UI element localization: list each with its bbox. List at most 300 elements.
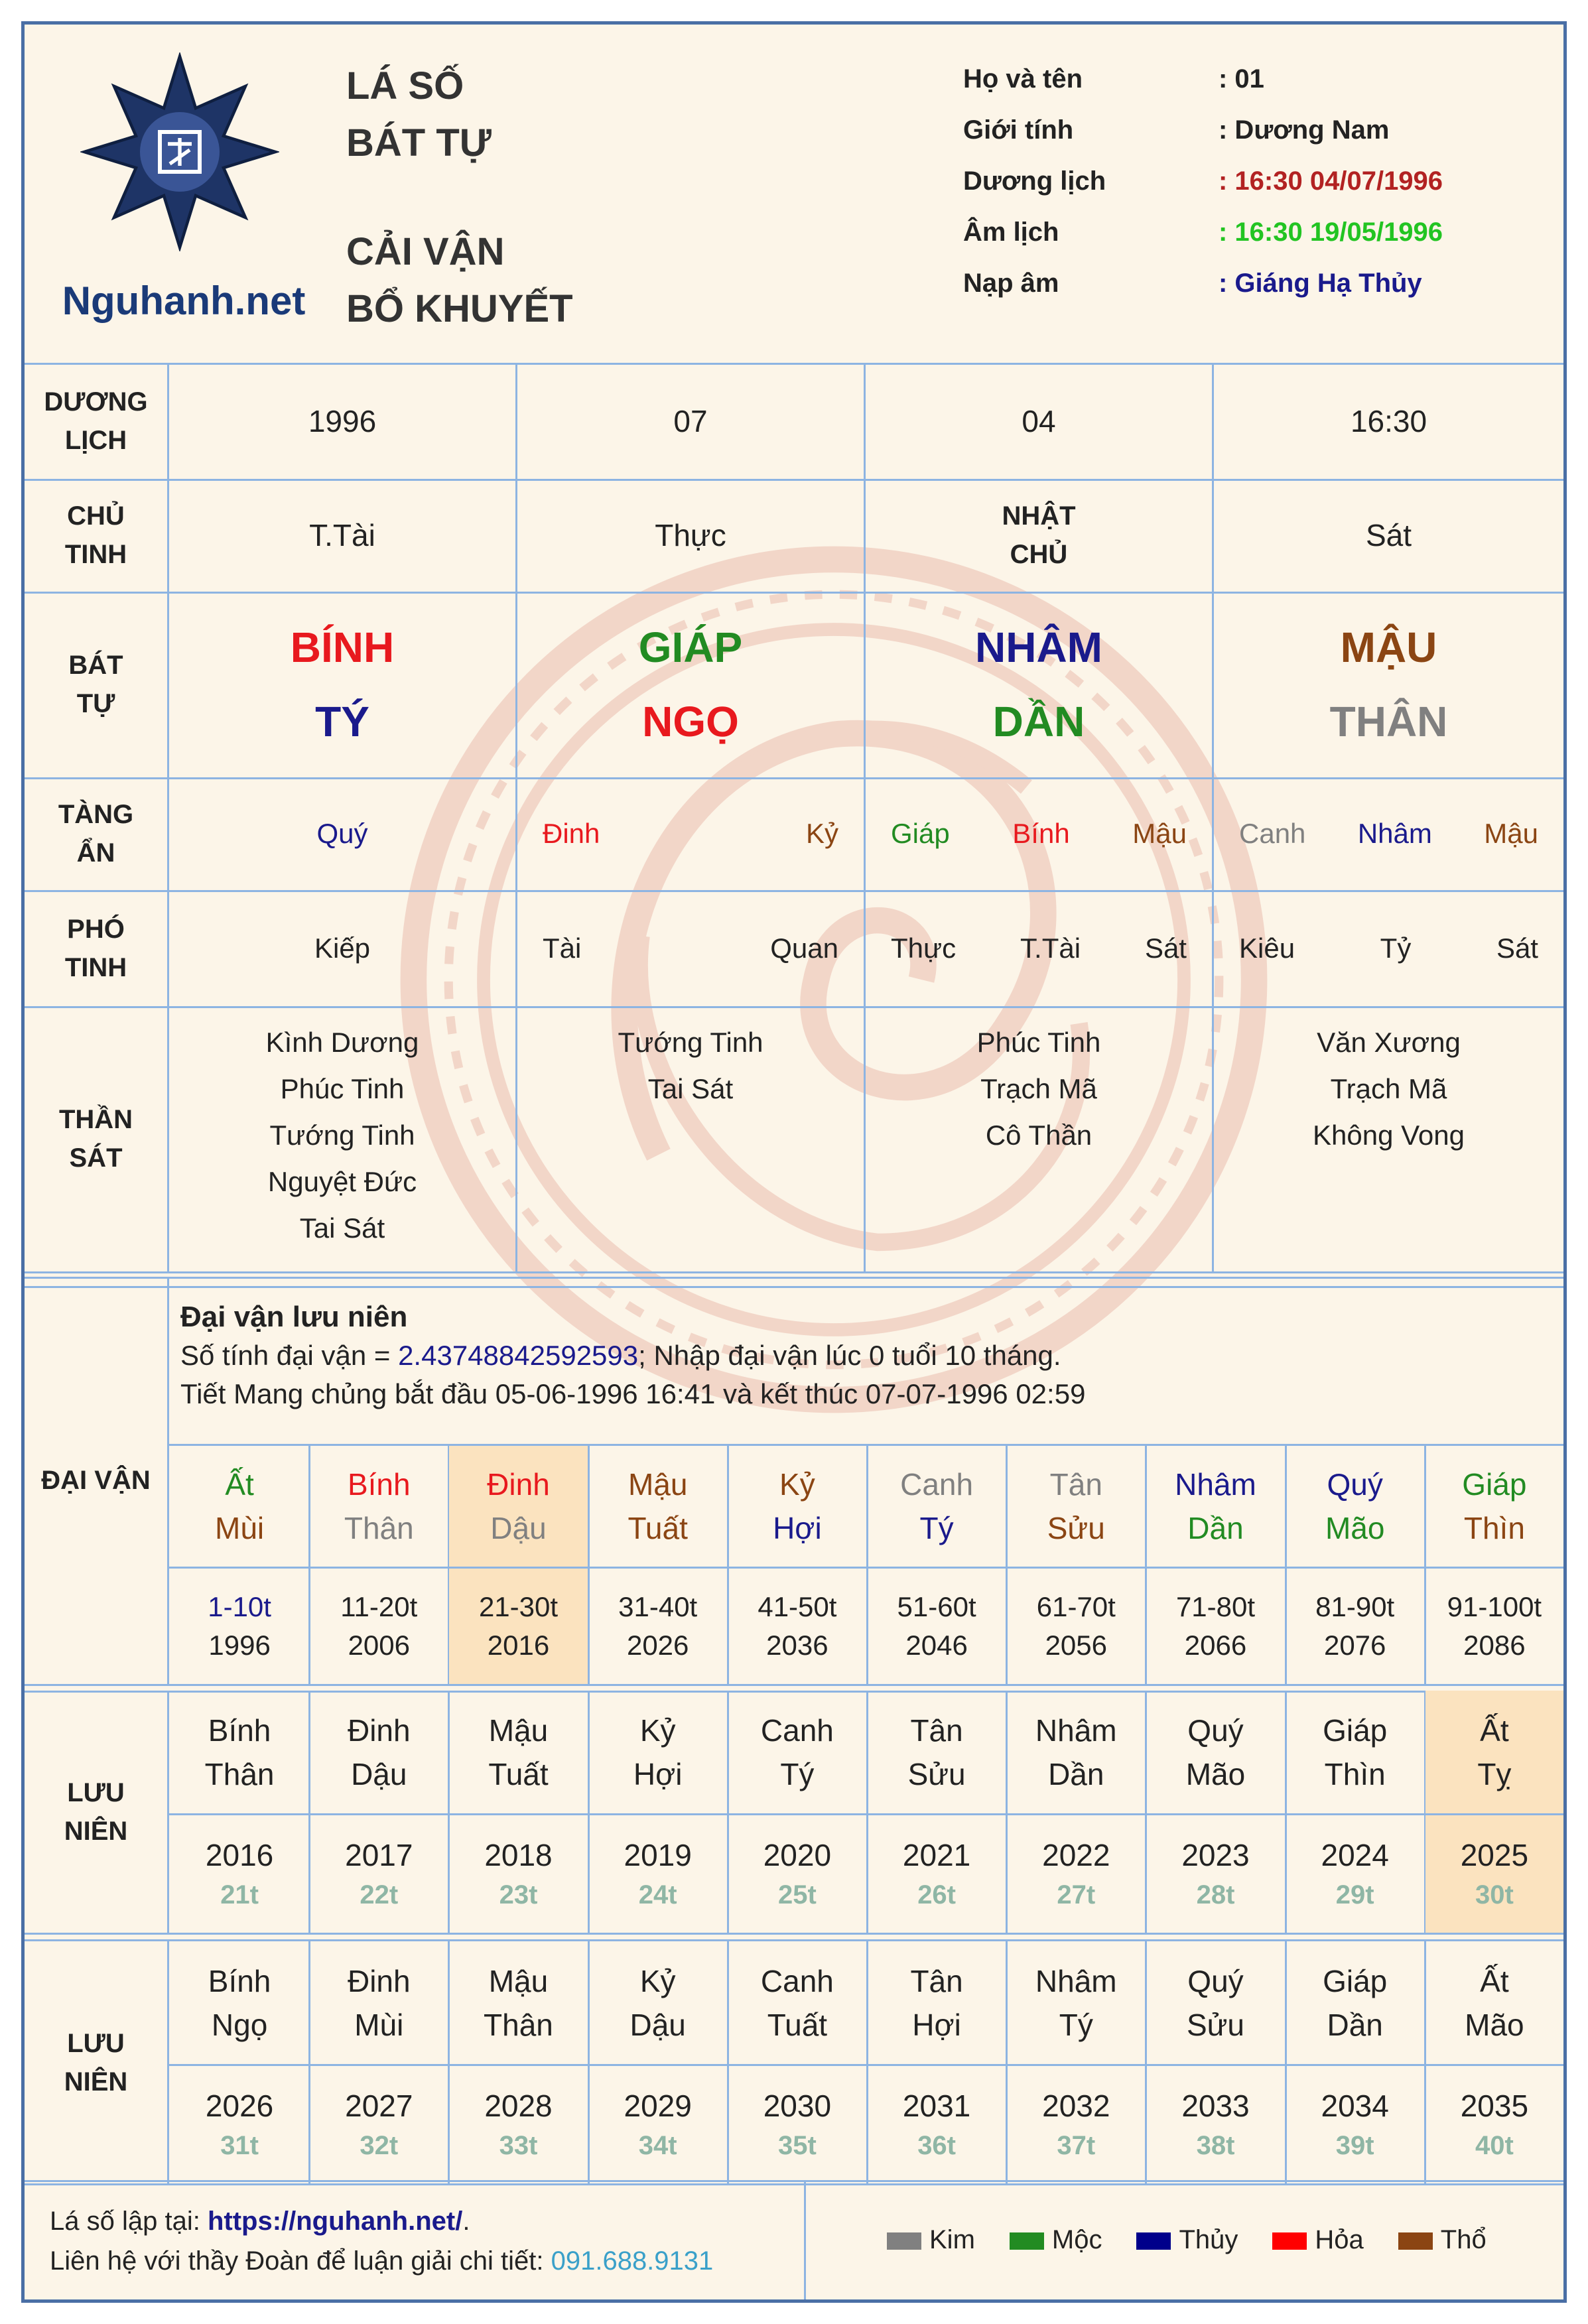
sub-star: Quan [770, 932, 838, 964]
annual-stem: Kỷ [639, 1963, 676, 1998]
spirit-star: Tai Sát [647, 1073, 734, 1104]
dai-van-year: 1996 [208, 1630, 271, 1661]
annual-branch: Thìn [1324, 1756, 1386, 1791]
info-value: : 16:30 19/05/1996 [1219, 218, 1443, 247]
sub-star: Kiếp [314, 932, 371, 964]
annual-age: 39t [1335, 2130, 1374, 2160]
row-label-bat-tu [25, 592, 167, 777]
pillar [1214, 592, 1563, 777]
annual-year-cell [1286, 2066, 1424, 2183]
earthly-branch: THÂN [1329, 698, 1448, 745]
sub-star: T.Tài [1020, 932, 1081, 964]
row-label-dai-van: ĐẠI VẬN [41, 1466, 151, 1495]
dai-van-year: 2066 [1184, 1630, 1247, 1661]
dai-van-branch: Tuất [628, 1511, 688, 1545]
sub-star: Tài [543, 932, 582, 964]
annual-stem: Mậu [488, 1963, 549, 1998]
annual-year-cell [1286, 1815, 1424, 1933]
annual-age: 36t [917, 2130, 956, 2160]
dai-van-stem: Giáp [1462, 1467, 1527, 1502]
annual-pillar[interactable] [310, 1941, 448, 2064]
spirit-star: Tướng Tinh [618, 1027, 763, 1058]
annual-pillar[interactable] [1146, 1941, 1284, 2064]
grid-line [25, 1271, 1563, 1273]
dai-van-stem: Quý [1327, 1467, 1383, 1502]
annual-pillar[interactable] [728, 1941, 866, 2064]
annual-stem: Tân [910, 1712, 963, 1748]
dai-van-stem: Canh [900, 1467, 974, 1502]
annual-year-cell [728, 2066, 866, 2183]
annual-year-cell [728, 1815, 866, 1933]
annual-year: 2022 [1042, 1837, 1110, 1872]
day-master-label: NHẬT CHỦ [1002, 501, 1076, 569]
sub-star: Tỷ [1380, 932, 1412, 964]
solar-value: 07 [673, 403, 708, 438]
grid-line [25, 1277, 1563, 1279]
annual-age: 35t [777, 2130, 817, 2160]
annual-year-cell [449, 1815, 587, 1933]
legend-label: Hỏa [1315, 2225, 1364, 2254]
hidden-stem: Mậu [1132, 818, 1187, 849]
annual-branch: Tý [780, 1756, 815, 1791]
annual-pillar[interactable] [1146, 1691, 1284, 1813]
annual-branch: Dậu [351, 1756, 407, 1791]
annual-age: 37t [1057, 2130, 1096, 2160]
dai-van-period [310, 1569, 448, 1684]
dai-van-title: Đại vận lưu niên [180, 1301, 408, 1333]
annual-stem: Canh [760, 1963, 834, 1998]
legend-swatch [1272, 2232, 1307, 2250]
annual-pillar[interactable] [1286, 1691, 1424, 1813]
sub-star: Kiêu [1239, 932, 1295, 964]
annual-year: 2019 [624, 1837, 692, 1872]
annual-age: 21t [220, 1880, 259, 1909]
annual-year: 2021 [902, 1837, 971, 1872]
dai-van-period [1007, 1569, 1145, 1684]
annual-branch: Mùi [354, 2007, 404, 2042]
annual-year: 2033 [1181, 2088, 1250, 2123]
dai-van-stem: Nhâm [1175, 1467, 1256, 1502]
pillar [169, 592, 515, 777]
dai-van-age: 81-90t [1315, 1591, 1395, 1622]
footer-dot: . [462, 2207, 470, 2236]
annual-branch: Tỵ [1477, 1756, 1512, 1791]
dai-van-stem: Kỷ [779, 1467, 815, 1502]
pillar [517, 592, 864, 777]
dai-van-branch: Thân [344, 1511, 414, 1545]
annual-pillar[interactable] [449, 1941, 587, 2064]
solar-value: 1996 [308, 403, 377, 438]
dai-van-age: 71-80t [1175, 1591, 1256, 1622]
annual-stem: Ất [1480, 1712, 1509, 1748]
dai-van-info [180, 1298, 1547, 1413]
dai-van-year: 2076 [1323, 1630, 1386, 1661]
annual-pillar[interactable] [1286, 1941, 1424, 2064]
calc-number: 2.43748842592593 [398, 1340, 639, 1371]
dai-van-calc [180, 1336, 1547, 1375]
dai-van-pillar[interactable] [868, 1446, 1006, 1567]
annual-pillar[interactable] [310, 1691, 448, 1813]
dai-van-branch: Thìn [1463, 1511, 1525, 1545]
annual-year: 2020 [763, 1837, 832, 1872]
dai-van-pillar[interactable] [310, 1446, 448, 1567]
footer-label: Lá số lập tại: [50, 2207, 208, 2236]
dai-van-branch: Mão [1325, 1511, 1385, 1545]
annual-year-cell [1425, 2066, 1563, 2183]
hidden-stems [1214, 777, 1563, 890]
annual-stem: Mậu [488, 1712, 549, 1748]
earthly-branch: TÝ [315, 698, 369, 745]
dai-van-stem: Mậu [628, 1467, 688, 1502]
hidden-stem: Đinh [543, 818, 600, 849]
annual-branch: Tý [1059, 2007, 1093, 2042]
brand-name[interactable]: Nguhanh.net [62, 279, 306, 323]
chart-sheet [21, 21, 1567, 2303]
dai-van-pillar[interactable] [728, 1446, 866, 1567]
annual-stem: Quý [1187, 1963, 1244, 1998]
dai-van-period [1286, 1569, 1424, 1684]
row-label-luu-nien-1: LƯU NIÊN [64, 1777, 128, 1846]
annual-pillar[interactable] [170, 1691, 308, 1813]
dai-van-period [589, 1569, 727, 1684]
dai-van-pillar[interactable] [1007, 1446, 1145, 1567]
annual-stem: Quý [1187, 1712, 1244, 1748]
annual-pillar[interactable] [728, 1691, 866, 1813]
spirit-stars [517, 1019, 864, 1112]
spirit-star: Trạch Mã [1330, 1073, 1447, 1104]
dai-van-year: 2016 [487, 1630, 550, 1661]
annual-age: 31t [220, 2130, 259, 2160]
legend-item-Thủy [1136, 2225, 1238, 2255]
legend-swatch [1136, 2232, 1171, 2250]
legend-swatch [1010, 2232, 1044, 2250]
annual-age: 34t [638, 2130, 677, 2160]
annual-year-cell [170, 2066, 308, 2183]
info-key: Họ và tên [963, 64, 1083, 94]
footer-divider [804, 2180, 806, 2299]
annual-year-cell [170, 1815, 308, 1933]
dai-van-branch: Sửu [1047, 1511, 1105, 1545]
annual-pillar[interactable] [589, 1691, 727, 1813]
hidden-stems [517, 777, 864, 890]
title-line-4: BỔ KHUYẾT [346, 287, 573, 330]
annual-pillar[interactable] [170, 1941, 308, 2064]
solar-term: Tiết Mang chủng bắt đầu 05-06-1996 16:41 và kết thúc 07-07-1996 02:59 [180, 1378, 1086, 1409]
row-label-text: DƯƠNG LỊCH [44, 387, 148, 455]
info-value: : Dương Nam [1219, 115, 1390, 145]
annual-year-cell [589, 2066, 727, 2183]
heavenly-stem: GIÁP [638, 623, 743, 671]
dai-van-age: 1-10t [208, 1591, 271, 1622]
sub-stars [866, 890, 1212, 1006]
annual-year-cell [1146, 1815, 1284, 1933]
sub-stars [517, 890, 864, 1006]
annual-age: 24t [638, 1880, 677, 1909]
annual-branch: Hợi [633, 1756, 683, 1791]
spirit-star: Cô Thần [985, 1120, 1092, 1151]
main-star: Thực [655, 518, 726, 552]
dai-van-year: 2036 [766, 1630, 828, 1661]
annual-age: 29t [1335, 1880, 1374, 1909]
dai-van-pillar[interactable] [449, 1446, 587, 1567]
dai-van-period [1425, 1569, 1563, 1684]
annual-stem: Bính [208, 1712, 271, 1748]
legend-item-Kim [887, 2225, 975, 2255]
site-link[interactable]: https://nguhanh.net/ [207, 2207, 463, 2236]
annual-year-cell [868, 1815, 1006, 1933]
annual-year: 2016 [205, 1837, 274, 1872]
annual-year: 2023 [1181, 1837, 1250, 1872]
dai-van-stem: Ất [225, 1467, 254, 1502]
annual-age: 27t [1057, 1880, 1096, 1909]
annual-branch: Mão [1465, 2007, 1524, 2042]
title-line-2: BÁT TỰ [346, 121, 492, 164]
spirit-star: Phúc Tinh [976, 1027, 1101, 1058]
dai-van-branch: Tý [919, 1511, 954, 1545]
annual-age: 40t [1475, 2130, 1514, 2160]
annual-stem: Tân [910, 1963, 963, 1998]
dai-van-branch: Dậu [490, 1511, 547, 1545]
annual-age: 38t [1196, 2130, 1235, 2160]
spirit-stars [1214, 1019, 1563, 1159]
annual-pillar[interactable] [1425, 1941, 1563, 2064]
annual-year: 2031 [902, 2088, 971, 2123]
info-key: Giới tính [963, 115, 1074, 145]
annual-pillar[interactable] [1007, 1941, 1145, 2064]
annual-year-cell [1007, 1815, 1145, 1933]
annual-stem: Nhâm [1035, 1963, 1117, 1998]
annual-branch: Sửu [907, 1756, 966, 1791]
legend-item-Thổ [1398, 2225, 1487, 2255]
calc-rest: ; Nhập đại vận lúc 0 tuổi 10 tháng. [638, 1340, 1061, 1371]
phone-link[interactable]: 091.688.9131 [551, 2246, 714, 2276]
dai-van-age: 11-20t [340, 1591, 418, 1622]
info-value: : Giáng Hạ Thủy [1219, 269, 1422, 298]
hidden-stem: Canh [1239, 818, 1306, 849]
annual-year: 2027 [345, 2088, 413, 2123]
sub-star: Thực [891, 932, 957, 964]
annual-stem: Giáp [1323, 1963, 1388, 1998]
annual-stem: Canh [760, 1712, 834, 1748]
main-star: T.Tài [309, 518, 375, 552]
sub-stars [1214, 890, 1563, 1006]
legend-label: Kim [929, 2225, 975, 2254]
annual-stem: Ất [1480, 1963, 1509, 1998]
annual-age: 28t [1196, 1880, 1235, 1909]
legend-label: Mộc [1051, 2225, 1102, 2254]
contact-label: Liên hệ với thầy Đoàn để luận giải chi tiết: [50, 2246, 551, 2276]
annual-year: 2029 [624, 2088, 692, 2123]
annual-branch: Ngọ [211, 2007, 268, 2042]
annual-branch: Sửu [1186, 2007, 1245, 2042]
dai-van-age: 21-30t [478, 1591, 559, 1622]
spirit-star: Tướng Tinh [269, 1120, 415, 1151]
grid-line [167, 1277, 169, 1684]
annual-age: 30t [1475, 1880, 1514, 1909]
annual-pillar[interactable] [1007, 1691, 1145, 1813]
dai-van-year: 2086 [1463, 1630, 1526, 1661]
annual-year: 2035 [1460, 2088, 1529, 2123]
row-label-text: BÁT TỰ [68, 651, 123, 718]
grid-line [25, 1684, 1563, 1686]
dai-van-pillar[interactable] [170, 1446, 308, 1567]
dai-van-period [728, 1569, 866, 1684]
dai-van-year: 2006 [348, 1630, 410, 1661]
dai-van-age: 91-100t [1447, 1591, 1542, 1622]
hidden-stem: Giáp [891, 818, 950, 849]
earthly-branch: NGỌ [642, 698, 739, 745]
dai-van-age: 61-70t [1036, 1591, 1116, 1622]
dai-van-period [868, 1569, 1006, 1684]
spirit-star: Trạch Mã [980, 1073, 1097, 1104]
annual-stem: Giáp [1323, 1712, 1388, 1748]
annual-year-cell [449, 2066, 587, 2183]
annual-pillar[interactable] [449, 1691, 587, 1813]
solar-value: 16:30 [1350, 403, 1427, 438]
dai-van-branch: Mùi [215, 1511, 265, 1545]
spirit-star: Không Vong [1313, 1120, 1465, 1151]
sub-stars [169, 890, 515, 1006]
info-value: : 01 [1219, 64, 1264, 94]
info-value: : 16:30 04/07/1996 [1219, 166, 1443, 196]
info-key: Nạp âm [963, 269, 1059, 298]
sub-star: Sát [1496, 932, 1538, 964]
annual-stem: Đinh [347, 1712, 411, 1748]
hidden-stem: Nhâm [1357, 818, 1432, 849]
annual-pillar[interactable] [589, 1941, 727, 2064]
legend-label: Thổ [1440, 2225, 1487, 2254]
heavenly-stem: BÍNH [290, 623, 395, 671]
dai-van-branch: Hợi [773, 1511, 822, 1545]
annual-age: 25t [777, 1880, 817, 1909]
annual-stem: Đinh [347, 1963, 411, 1998]
footer-line-1 [50, 2207, 470, 2236]
earthly-branch: DẦN [992, 698, 1085, 745]
dai-van-stem: Đinh [487, 1467, 550, 1502]
row-label-text: THẦN SÁT [58, 1105, 133, 1173]
annual-year: 2024 [1321, 1837, 1389, 1872]
dai-van-period [449, 1569, 587, 1684]
annual-branch: Tuất [488, 1756, 549, 1791]
dai-van-stem: Tân [1049, 1467, 1102, 1502]
dai-van-pillar[interactable] [1425, 1446, 1563, 1567]
annual-pillar[interactable] [868, 1941, 1006, 2064]
annual-year: 2018 [484, 1837, 553, 1872]
footer-line-2 [50, 2246, 713, 2276]
grid-line [25, 2183, 1563, 2185]
heavenly-stem: NHÂM [975, 623, 1102, 671]
row-label-luu-nien-2: LƯU NIÊN [64, 2028, 128, 2097]
annual-year: 2030 [763, 2088, 832, 2123]
annual-year-cell [868, 2066, 1006, 2183]
spirit-star: Kình Dương [265, 1027, 419, 1058]
sub-star: Sát [1144, 932, 1187, 964]
annual-branch: Dậu [629, 2007, 686, 2042]
calc-label: Số tính đại vận = [180, 1340, 399, 1371]
hidden-stems [866, 777, 1212, 890]
main-star: Sát [1365, 518, 1412, 552]
element-legend [887, 2225, 1487, 2255]
legend-label: Thủy [1179, 2225, 1238, 2254]
info-key: Dương lịch [963, 166, 1106, 196]
annual-year: 2028 [484, 2088, 553, 2123]
annual-year: 2026 [205, 2088, 274, 2123]
annual-year-cell [1146, 2066, 1284, 2183]
row-label-pho-tinh [25, 890, 167, 1006]
annual-stem: Nhâm [1035, 1712, 1117, 1748]
dai-van-stem: Bính [347, 1467, 411, 1502]
annual-year-cell [1425, 1815, 1563, 1933]
row-label-text: PHÓ TINH [64, 914, 127, 982]
row-label-duong-lich [25, 363, 167, 479]
logo-star-icon [80, 52, 279, 251]
annual-pillar[interactable] [868, 1691, 1006, 1813]
annual-age: 26t [917, 1880, 956, 1909]
annual-age: 32t [360, 2130, 399, 2160]
dai-van-age: 41-50t [758, 1591, 837, 1622]
hidden-stem: Quý [316, 818, 368, 849]
annual-year-cell [589, 1815, 727, 1933]
spirit-star: Tai Sát [299, 1212, 385, 1244]
hidden-stem: Kỷ [805, 818, 838, 849]
annual-age: 33t [499, 2130, 538, 2160]
annual-pillar[interactable] [1425, 1691, 1563, 1813]
dai-van-period [1146, 1569, 1284, 1684]
spirit-stars [169, 1019, 515, 1252]
annual-year: 2025 [1460, 1837, 1529, 1872]
annual-year-cell [1007, 2066, 1145, 2183]
grid-line [25, 1933, 1563, 1935]
hidden-stems [169, 777, 515, 890]
annual-stem: Bính [208, 1963, 271, 1998]
row-label-tang-an [25, 777, 167, 890]
pillar [866, 592, 1212, 777]
spirit-star: Văn Xương [1317, 1027, 1461, 1058]
grid-line [25, 1006, 1563, 1008]
annual-branch: Thân [204, 1756, 275, 1791]
annual-age: 23t [499, 1880, 538, 1909]
row-label-text: TÀNG ẨN [58, 800, 134, 868]
dai-van-age: 51-60t [897, 1591, 976, 1622]
dai-van-year: 2056 [1045, 1630, 1107, 1661]
title-line-3: CẢI VẬN [346, 230, 505, 273]
annual-branch: Dần [1048, 1756, 1104, 1791]
row-label-chu-tinh [25, 479, 167, 592]
solar-value: 04 [1022, 403, 1056, 438]
hidden-stem: Mậu [1484, 818, 1538, 849]
annual-branch: Hợi [912, 2007, 961, 2042]
annual-branch: Tuất [767, 2007, 828, 2042]
dai-van-age: 31-40t [618, 1591, 698, 1622]
dai-van-pillar[interactable] [589, 1446, 727, 1567]
dai-van-year: 2026 [626, 1630, 689, 1661]
hidden-stem: Bính [1012, 818, 1070, 849]
grid-line [167, 1941, 169, 2183]
annual-year-cell [310, 1815, 448, 1933]
legend-item-Hỏa [1272, 2225, 1363, 2255]
dai-van-pillar[interactable] [1286, 1446, 1424, 1567]
grid-line [167, 1691, 169, 1933]
legend-swatch [887, 2232, 921, 2250]
dai-van-branch: Dần [1187, 1511, 1244, 1545]
annual-age: 22t [360, 1880, 399, 1909]
annual-branch: Mão [1185, 1756, 1246, 1791]
row-label-text: CHỦ TINH [64, 501, 127, 569]
annual-year: 2034 [1321, 2088, 1389, 2123]
spirit-star: Phúc Tinh [280, 1073, 405, 1104]
annual-year: 2017 [345, 1837, 413, 1872]
dai-van-pillar[interactable] [1146, 1446, 1284, 1567]
